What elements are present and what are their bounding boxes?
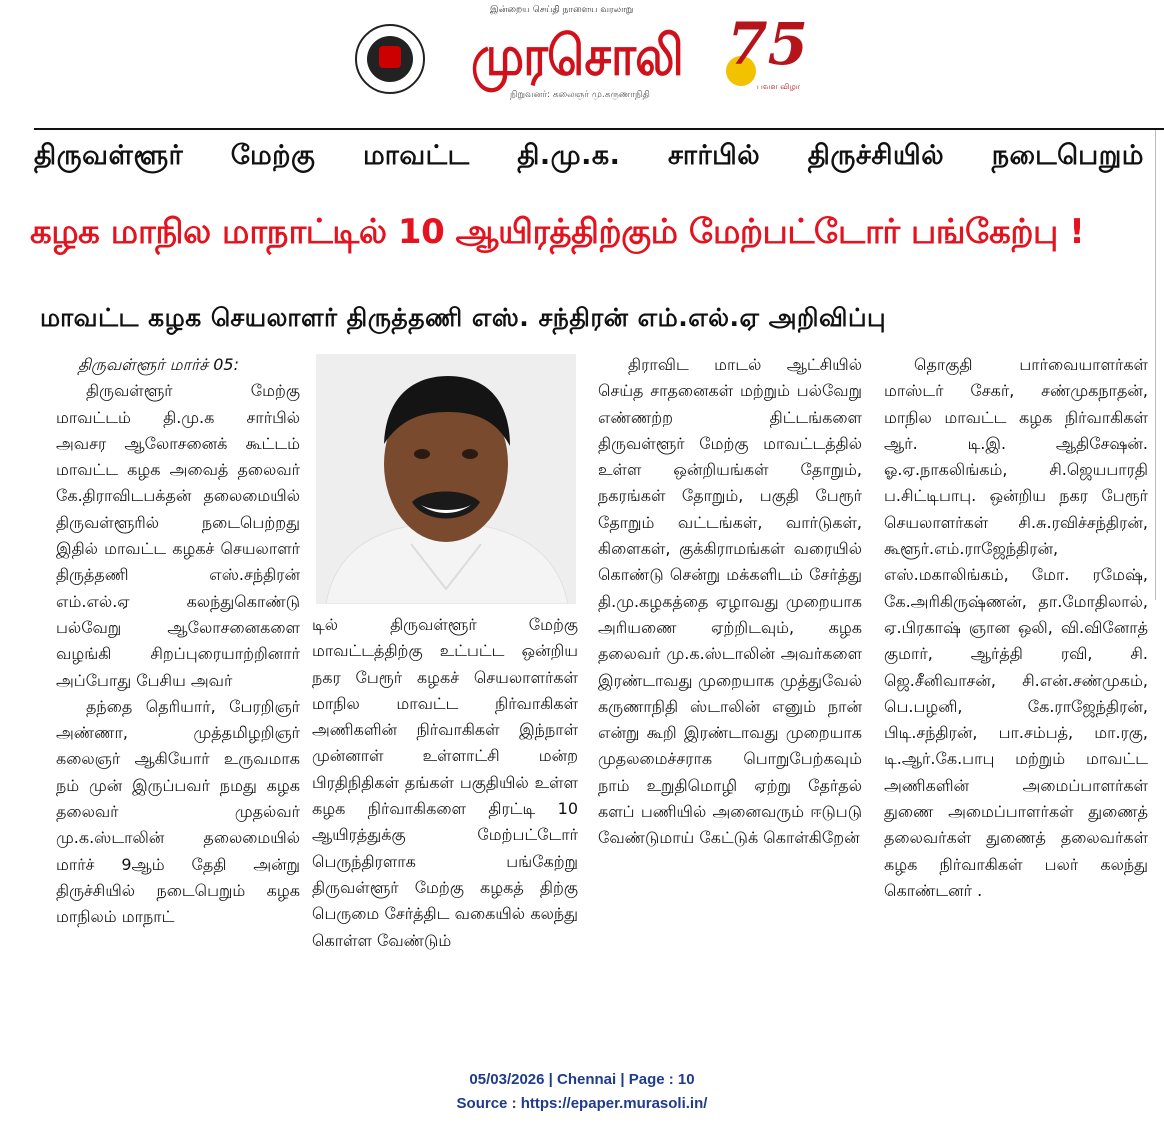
party-emblem-logo (355, 24, 425, 94)
paragraph: திருவள்ளூர் மேற்கு மாவட்டம் தி.மு.க சார்பில் அவசர ஆலோசனைக் கூட்டம் மாவட்ட கழக அவைத் தலைவர் கே.திராவிடபக்தன் தலைமையில் திருவள்ளூரில் நடைபெற்றது இதில் மாவட்ட கழகச் செயலாளர் திருத்தணி எஸ்.சந்திரன் எம்.எல்.ஏ கலந்துகொண்டு பல்வேறு ஆலோசனைகளை வழங்கி சிறப்புரையாற்றினார் அப்போது பேசிய அவர் (56, 381, 300, 690)
newspaper-logo: முரசொலி (471, 23, 683, 89)
edition-info: 05/03/2026 | Chennai | Page : 10 (469, 1071, 695, 1088)
masthead-divider (34, 128, 1164, 130)
paragraph: திராவிட மாடல் ஆட்சியில் செய்த சாதனைகள் மற்றும் பல்வேறு எண்ணற்ற திட்டங்களை திருவள்ளூர் மேற்கு மாவட்டத்தில் உள்ள ஒன்றியங்கள் தோறும், நகரங்கள் தோறும், பகுதி பேரூர் தோறும் வட்டங்கள், வார்டுகள், கிளைகள், குக்கிராமங்கள் வரையில் கொண்டு சென்று மக்களிடம் சேர்த்து தி.மு.கழகத்தை ஏழாவது முறையாக அரியணை ஏற்றிடவும், கழக தலைவர் மு.க.ஸ்டாலின் அவர்களை இரண்டாவது முறையாக முத்துவேல் கருணாநிதி ஸ்டாலின் எனும் நான் என்று கூறி இரண்டாவது முறையாக முதலமைச்சராக பொறுபேற்கவும் நாம் உறுதிமொழி ஏற்று தேர்தல் களப் பணியில் அனைவரும் ஈடுபடு வேண்டுமாய் கேட்டுக் கொள்கிறேன் (598, 355, 862, 848)
anniversary-number: 75 (727, 10, 808, 78)
article-column-1 (56, 352, 300, 931)
dateline: திருவள்ளூர் மார்ச் 05: (78, 355, 239, 374)
paragraph: தந்தை தெரியார், பேரறிஞர் அண்ணா, முத்தமிழறிஞர் கலைஞர் ஆகியோர் உருவமாக நம் முன் இருப்பவர் நமது கழக தலைவர் முதல்வர் மு.க.ஸ்டாலின் தலைமையில் மார்ச் 9ஆம் தேதி அன்று திருச்சியில் நடைபெறும் கழக மாநிலம் மாநாட் (56, 696, 300, 927)
anniversary-badge (722, 10, 812, 100)
adjacent-page-edge (1155, 130, 1164, 600)
kicker-headline: திருவள்ளூர் மேற்கு மாவட்ட தி.மு.க. சார்பில் திருச்சியில் நடைபெறும் (34, 140, 1144, 171)
main-headline: கழக மாநில மாநாட்டில் 10 ஆயிரத்திற்கும் மேற்பட்டோர் பங்கேற்பு ! (30, 212, 1085, 252)
paragraph: தொகுதி பார்வையாளர்கள் மாஸ்டர் சேகர், சண்முகநாதன், மாநில மாவட்ட கழக நிர்வாகிகள் ஆர். டி.இ. ஆதிசேஷன். ஓ.ஏ.நாகலிங்கம், சி.ஜெயபாரதி ப.சிட்டிபாபு. ஒன்றிய நகர பேரூர் செயலாளர்கள் சி.சு.ரவிச்சந்திரன், கூளூர்.எம்.ராஜேந்திரன், எஸ்.மகாலிங்கம், மோ. ரமேஷ், கே.அரிகிருஷ்ணன், தா.மோதிலால், ஏ.பிரகாஷ் ஞான ஒலி, வி.வினோத் குமார், ஆர்த்தி ரவி, சி. ஜெ.சீனிவாசன், சி.என்.சண்முகம், பெ.பழனி, கே.ராஜேந்திரன், பிடி.சந்திரன், பா.சம்பத், மா.ரகு, டி.ஆர்.கே.பாபு மற்றும் மாவட்ட அணிகளின் அமைப்பாளர்கள் துணை அமைப்பாளர்கள் துணைத் தலைவர்கள் துணைத் தலைவர்கள் கழக நிர்வாகிகள் பலர் கலந்து கொண்டனர் . (884, 355, 1148, 900)
masthead-tagline: இன்றைய செய்தி நாளைய வரலாறு (490, 5, 634, 15)
portrait-photo (316, 354, 576, 604)
source-link[interactable]: Source : https://epaper.murasoli.in/ (456, 1095, 708, 1112)
anniversary-label: பவள விழா (756, 82, 800, 91)
page-footer (0, 1068, 1164, 1116)
paragraph: டில் திருவள்ளூர் மேற்கு மாவட்டத்திற்கு உட்பட்ட ஒன்றிய நகர பேரூர் கழகச் செயலாளர்கள் மாநில மாவட்ட நிர்வாகிகள் அணிகளின் நிர்வாகிகள் இந்நாள் முன்னாள் உள்ளாட்சி மன்ற பிரதிநிதிகள் தங்கள் பகுதியில் உள்ள கழக நிர்வாகிகளை திரட்டி 10 ஆயிரத்துக்கு மேற்பட்டோர் பெருந்திரளாக பங்கேற்று திருவள்ளூர் மேற்கு கழகத் திற்கு பெருமை சேர்த்திட வகையில் கலந்து கொள்ள வேண்டும் (312, 615, 578, 950)
masthead-subtitle: நிறுவனர்: கலைஞர் மு.கருணாநிதி (510, 90, 650, 100)
sub-headline: மாவட்ட கழக செயலாளர் திருத்தணி எஸ். சந்திரன் எம்.எல்.ஏ அறிவிப்பு (40, 303, 887, 332)
article-column-3 (598, 352, 862, 852)
article-column-4 (884, 352, 1148, 904)
article-column-2 (312, 612, 578, 954)
masthead (340, 2, 820, 112)
